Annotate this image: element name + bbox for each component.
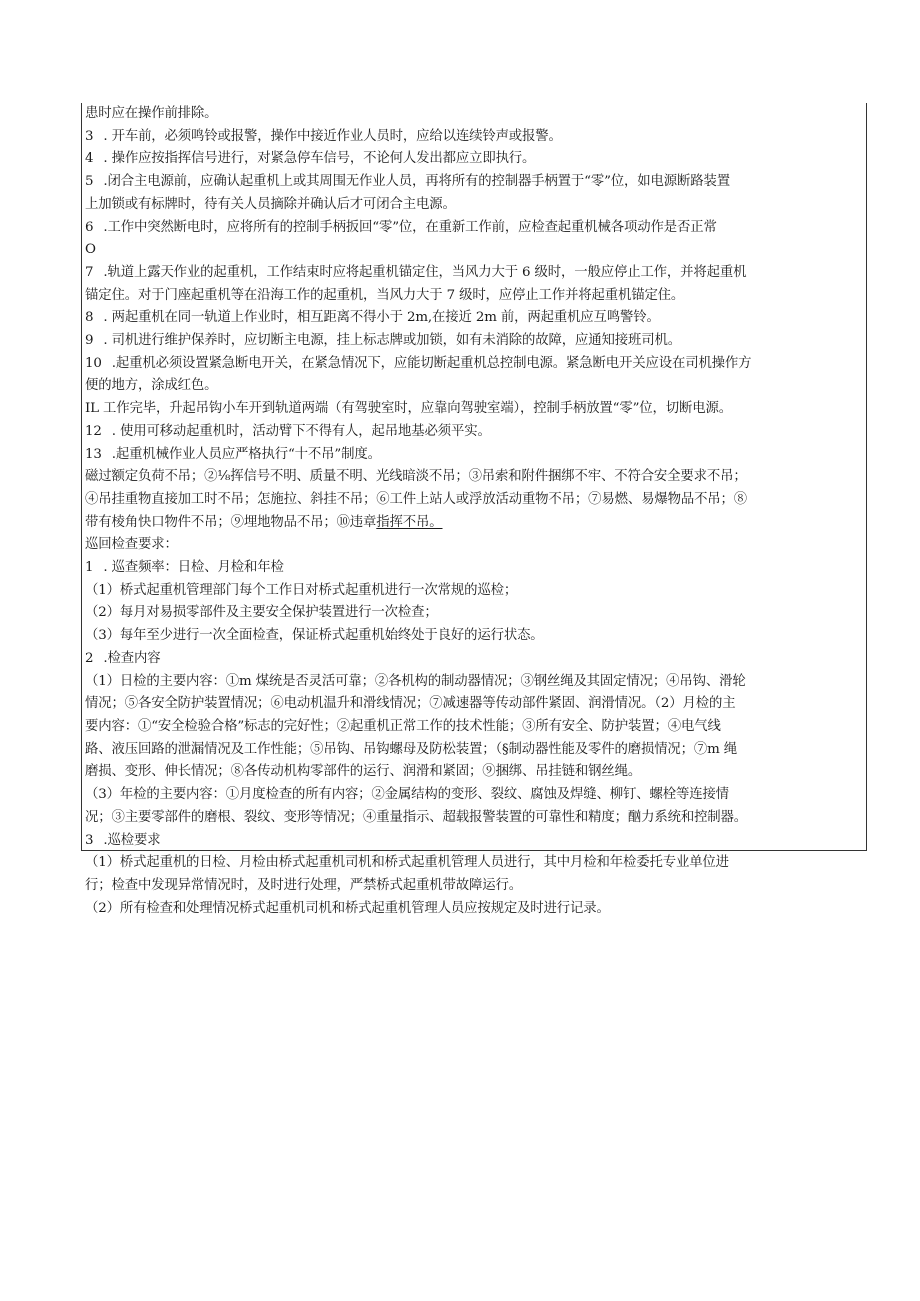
text-line-with-underline <box>85 512 862 535</box>
underlined-text: 指挥不吊。 <box>376 514 443 530</box>
text-line: 锚定住。对于门座起重机等在沿海工作的起重机，当风力大于 7 级时，应停止工作并将起重机锚定住。 <box>85 287 685 303</box>
text-line: 5 .闭合主电源前，应确认起重机上或其周围无作业人员，再将所有的控制器手柄置于“零”位，如电源断路装置 <box>85 174 730 190</box>
text-line: 6 .工作中突然断电时，应将所有的控制手柄扳回“零”位，在重新工作前，应检查起重机械各项动作是否正常 <box>85 219 717 235</box>
text-line: 上加锁或有标牌时，待有关人员摘除并确认后才可闭合主电源。 <box>85 196 456 212</box>
text-line: （1）日检的主要内容：①m 煤统是否灵活可靠；②各机构的制动器情况；③钢丝绳及其固定情况；④吊钩、滑轮 <box>85 673 746 689</box>
text-line: 13 .起重机械作业人员应严格执行“十不吊”制度。 <box>85 446 381 462</box>
text-line: 2 .检查内容 <box>85 650 161 666</box>
text-line: ④吊挂重物直接加工时不吊；怎施拉、斜挂不吊；⑥工件上站人或浮放活动重物不吊；⑦易燃、易爆物品不吊；⑧ <box>85 491 748 507</box>
document-table-cell <box>81 103 867 916</box>
text-line: 1 . 巡查频率：日检、月检和年检 <box>85 560 284 576</box>
text-line: （1）桥式起重机管理部门每个工作日对桥式起重机进行一次常规的巡检； <box>85 582 518 598</box>
text-line: O <box>85 242 96 258</box>
text-line: 8 . 两起重机在同一轨道上作业时，相互距离不得小于 2m,在接近 2m 前，两起重机应互鸣警铃。 <box>85 310 660 326</box>
text-line: 3 . 开车前，必须鸣铃或报警，操作中接近作业人员时，应给以连续铃声或报警。 <box>85 128 562 144</box>
text-line: 7 .轨道上露天作业的起重机，工作结束时应将起重机锚定住，当风力大于 6 级时，一般应停止工作，并将起重机 <box>85 264 747 280</box>
text-line: 患时应在操作前排除。 <box>85 106 218 121</box>
text-line: （2）每月对易损零部件及主要安全保护装置进行一次检查； <box>85 605 438 621</box>
section-heading: 巡回检查要求： <box>85 537 178 553</box>
text-line: 便的地方，涂成红色。 <box>85 378 218 394</box>
text-line: 3 .巡检要求 <box>85 832 161 848</box>
text-line: 路、液压回路的泄漏情况及工作性能；⑤吊钩、吊钩螺母及防松装置；（§制动器性能及零件的磨损情况；⑦m 绳 <box>85 741 738 757</box>
text-line: 4 . 操作应按指挥信号进行，对紧急停车信号，不论何人发出都应立即执行。 <box>85 151 536 167</box>
text-line: 磁过额定负荷不吊；②⅛挥信号不明、质量不明、光线暗淡不吊；③吊索和附件捆绑不牢、不符合安全要求不吊； <box>85 469 747 485</box>
text-line: （2）所有检查和处理情况桥式起重机司机和桥式起重机管理人员应按规定及时进行记录。 <box>85 900 610 916</box>
text-line: 磨损、变形、伸长情况；⑧各传动机构零部件的运行、润滑和紧固；⑨捆绑、吊挂链和钢丝绳。 <box>85 764 642 780</box>
text-line: （3）年检的主要内容：①月度检查的所有内容；②金属结构的变形、裂纹、腐蚀及焊缝、柳钉、螺栓等连接情 <box>85 787 729 803</box>
text-line: 行；检查中发现异常情况时，及时进行处理，严禁桥式起重机带故障运行。 <box>85 877 522 893</box>
text-line: IL 工作完毕，升起吊钩小车开到轨道两端（有驾驶室时，应靠向驾驶室端），控制手柄放置“零”位，切断电源。 <box>85 401 732 417</box>
text-line: 10 .起重机必须设置紧急断电开关，在紧急情况下，应能切断起重机总控制电源。紧急断电开关应设在司机操作方 <box>85 355 752 371</box>
text-line: 况；③主要零部件的磨根、裂纹、变形等情况；④重量指示、超载报警装置的可靠性和精度；酗力系统和控制器。 <box>85 809 748 825</box>
text-line: （1）桥式起重机的日检、月检由桥式起重机司机和桥式起重机管理人员进行，其中月检和年检委托专业单位进 <box>85 855 729 871</box>
text-line: （3）每年至少进行一次全面检查，保证桥式起重机始终处于良好的运行状态。 <box>85 628 544 644</box>
text-line: 9 . 司机进行维护保养时，应切断主电源，挂上标志牌或加锁，如有未消除的故障，应通知接班司机。 <box>85 333 681 349</box>
text-segment: 带有棱角快口物件不吊；⑨埋地物品不吊；⑩违章 <box>85 514 377 530</box>
text-line: 要内容：①“安全检验合格”标志的完好性；②起重机正常工作的技术性能；③所有安全、防护装置；④电气线 <box>85 718 721 734</box>
text-line: 12 . 使用可移动起重机时，活动臂下不得有人，起吊地基必须平实。 <box>85 423 491 439</box>
text-line: 情况；⑤各安全防护装置情况；⑥电动机温升和滑线情况；⑦减速器等传动部件紧固、润滑情况。（2）月检的主 <box>85 696 736 712</box>
